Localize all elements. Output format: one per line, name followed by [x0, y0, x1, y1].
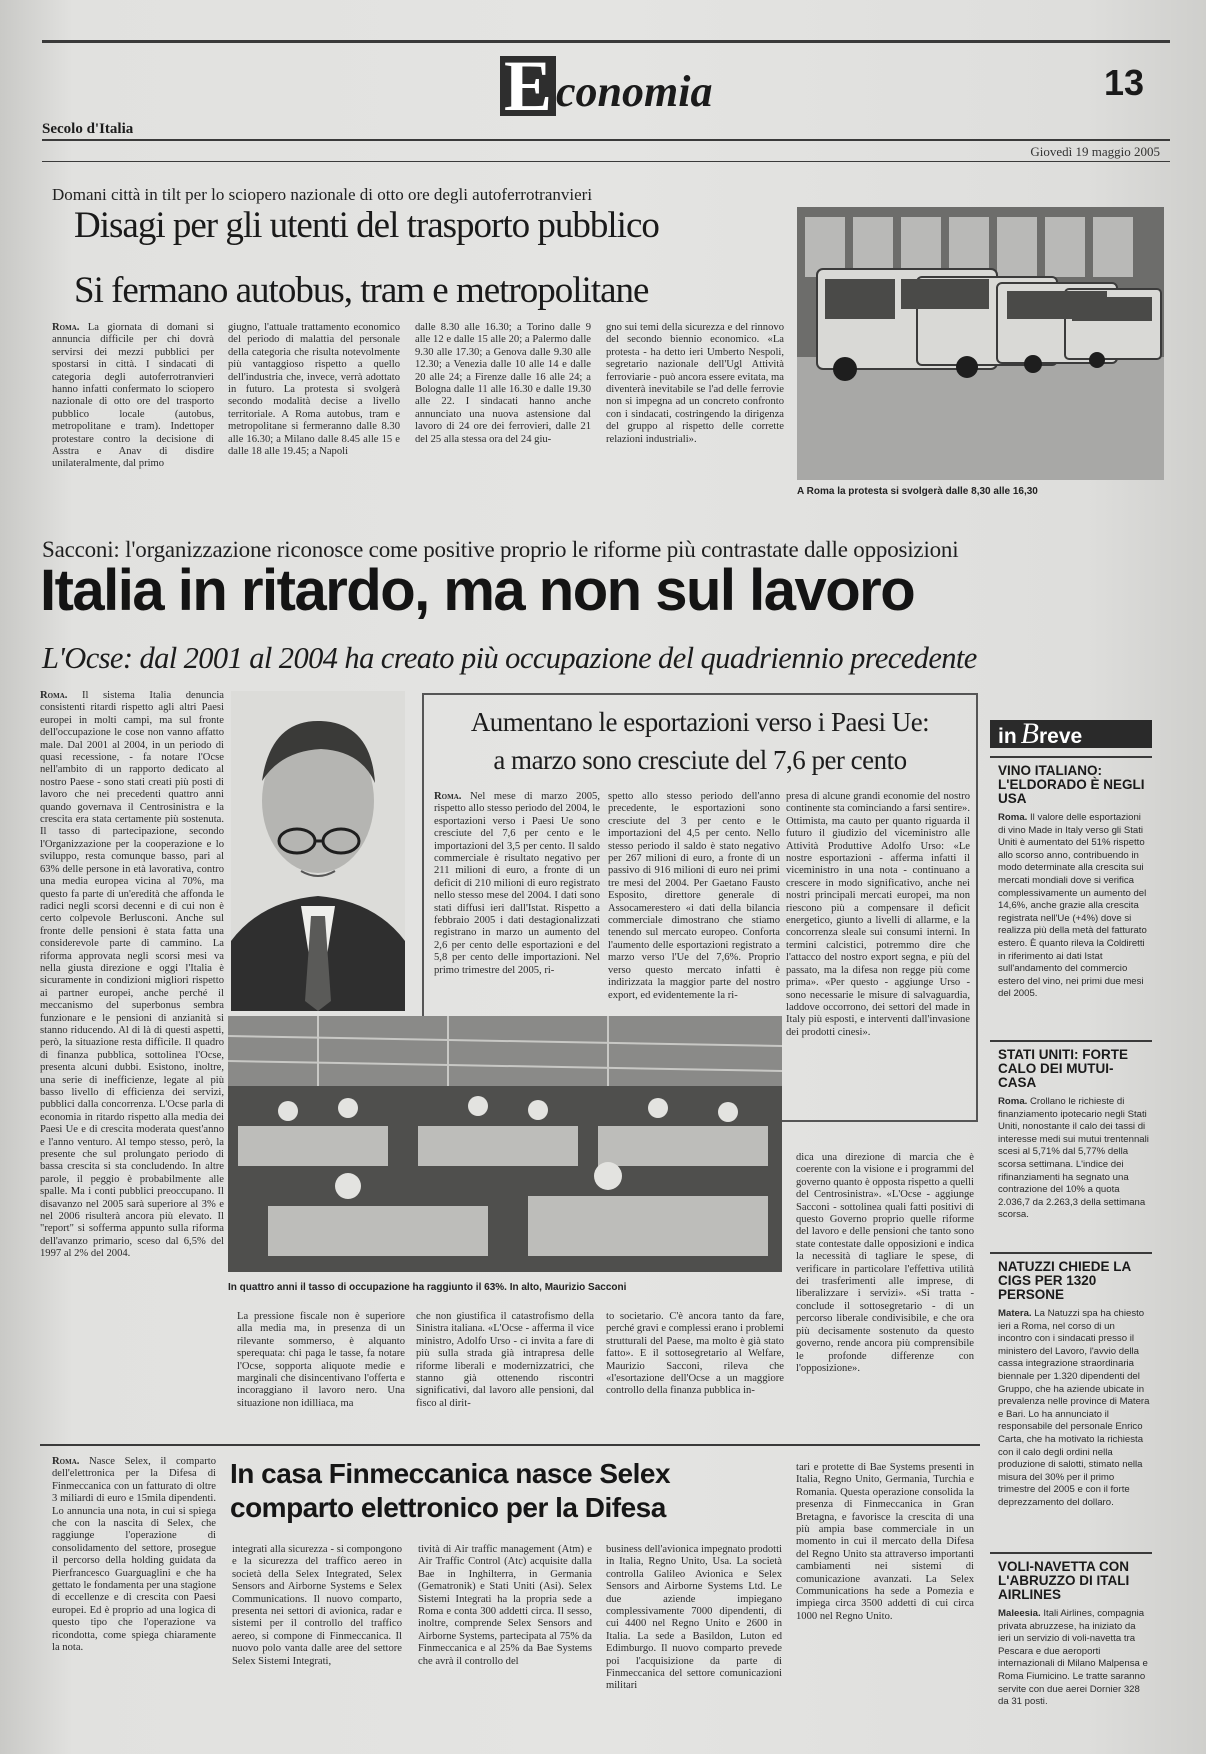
selex-col-2 — [418, 1544, 592, 1734]
transport-col-3 — [415, 322, 591, 490]
sacconi-col-b1 — [237, 1311, 405, 1419]
in-breve-logo-in: in — [998, 725, 1017, 748]
selex-headline-2: comparto elettronico per la Difesa — [230, 1492, 666, 1523]
selex-text-3: business dell'avionica impegnato prodotti in Italia, Regno Unito, Usa. La società controlla Galileo Avionica e Selex Sensors and Airborne Systems Ltd. Le due aziende impiegano complessivamente 7000 dipendenti, di cui 4400 nel Regno Unito e 2600 in Italia. La sede a Basildon, Luton ed Edimburgo. Il nuovo comparto prevede poi l'acquisizione da parte di Finmeccanica del settore comunicazioni militari — [606, 1544, 782, 1692]
page-number: 13 — [1104, 62, 1145, 103]
brief-text-4: Itali Airlines, compagnia privata abruzzese, ha iniziato da ieri un servizio di voli-navetta tra Pescara e due aeroporti internazionali di Milano Malpensa e Roma Fiumicino. Le tratte saranno servite con due aerei Dornier 328 da 31 posti. — [998, 1608, 1148, 1708]
bus-photo-caption: A Roma la protesta si svolgerà dalle 8,30 alle 16,30 — [797, 486, 1038, 497]
selex-col-4 — [796, 1462, 974, 1734]
sacconi-text-b2: che non giustifica il catastrofismo della Sinistra italiana. «L'Ocse - afferma il vice ministro, Adolfo Urso - ci invita a fare di più sulla strada già intrapresa delle riforme liberali e modernizzatrici, che stanno già ottenendo riscontri significativi, dal lavoro alle pensioni, dal fisco al dirit- — [416, 1311, 594, 1409]
sacconi-col-b4 — [796, 1152, 974, 1420]
brief-item-2 — [998, 1048, 1150, 1222]
export-headline-2: a marzo sono cresciute del 7,6 per cento — [493, 745, 907, 775]
selex-text-4: tari e protette di Bae Systems presenti in Italia, Regno Unito, Germania, Turchia e Romania. Questa operazione consolida la presenza di Finmeccanica in Gran Bretagna, e favorisce la crescita di una più ampia base commerciale in un momento in cui il mercato della Difesa del Regno Unito sta attraverso importanti cambiamenti nei sistemi di comunicazione avanzati. La Selex Communications ha sede a Pomezia e impiega circa 3500 addetti di cui circa 1000 nel Regno Unito. — [796, 1462, 974, 1622]
sacconi-portrait-photo — [231, 691, 405, 1011]
brief-item-3 — [998, 1260, 1150, 1510]
masthead-rule — [42, 139, 1170, 141]
brief-body-2 — [998, 1096, 1150, 1222]
in-breve-logo-rest: reve — [1039, 725, 1083, 748]
export-col-3 — [786, 791, 970, 1113]
selex-text-left: Nasce Selex, il comparto dell'elettronica per la Difesa di Finmeccanica con un fatturato di oltre 3 miliardi di euro e 15mila dipendenti. Lo annuncia una nota, in cui si spiega che con la nascita di Selex, che raggiunge l'operazione di consolidamento del settore, prosegue il percorso della holding guidata da Pierfrancesco Guarguaglini e che ha gettato le fondamenta per una stagione di eccellenze e di crescita con Paesi europei. Ed è proprio ad una logica di questo tipo che l'operazione va ricondotta, come spiega chiaramente la nota. — [52, 1456, 216, 1654]
selex-text-1: integrati alla sicurezza - si compongono e la sicurezza del traffico aereo in società della Selex Integrated, Selex Sensors and Airborne Systems e Selex Communications. Il nuovo comparto, presenta nei settori di avionica, radar e sistemi per il controllo del traffico aereo, si compone di Finmeccanica. Il nuovo polo vanta dalle aree del settore Selex Sistemi Integrati, — [232, 1544, 402, 1667]
export-col-1 — [434, 791, 600, 1011]
transport-headline-1: Disagi per gli utenti del trasporto pubblico — [74, 205, 659, 246]
transport-text-2: giugno, l'attuale trattamento economico del periodo di malattia del personale della categoria che risulta notevolmente più vantaggioso rispetto a quello dell'industria che, invece, verrà adottato in futuro. La protesta si svolgerà secondo modalità decise a livello territoriale. A Roma autobus, tram e metropolitane si fermeranno dalle 8.30 alle 16.30; a Milano dalle 8.45 alle 15 e dalle 18 alle 19.45; a Napoli — [228, 322, 400, 458]
selex-lead: Roma. — [52, 1456, 80, 1467]
sacconi-col-left — [40, 690, 224, 1415]
transport-text-3: dalle 8.30 alle 16.30; a Torino dalle 9 alle 12 e dalle 15 alle 20; a Palermo dalle 9.30 alle 17.30; a Genova dalle 9.30 alle 12.30; a Venezia dalle 10 alle 14 e dalle 20 alle 24; a Firenze dalle 16 alle 24; a Bologna dalle 11 alle 16.30 e dalle 19.30 alle 22. I sindacati hanno anche annunciato una nuova astensione dal lavoro di 24 ore dei ferrovieri, dalle 21 del 25 alla stessa ora del 24 giu- — [415, 322, 591, 445]
transport-col-2 — [228, 322, 400, 490]
sacconi-headline: Italia in ritardo, ma non sul lavoro — [40, 558, 915, 623]
brief-body-3 — [998, 1308, 1150, 1510]
brief-rule-1 — [990, 756, 1152, 758]
brief-item-1 — [998, 764, 1150, 1001]
transport-headline-2: Si fermano autobus, tram e metropolitane — [74, 270, 649, 311]
brief-rule-2 — [990, 1040, 1152, 1042]
factory-workers-photo — [228, 1016, 782, 1272]
export-text-1: Nel mese di marzo 2005, rispetto allo stesso periodo del 2004, le esportazioni verso i Paesi Ue sono cresciute del 7,6 per cento e le importazioni del 3,5 per cento. Il saldo commerciale è risultato negativo per 211 milioni di euro, a fronte di un deficit di 210 milioni di euro registrato nello stesso mese del 2004. I dati sono stati diffusi ieri dall'Istat. Rispetto a febbraio 2005 i dati destagionalizzati registrano in marzo un aumento del 2,6 per cento delle esportazioni e del 5,8 per cento delle importazioni. Nel primo trimestre del 2005, ri- — [434, 791, 600, 976]
sacconi-subhead: L'Ocse: dal 2001 al 2004 ha creato più occupazione del quadriennio precedente — [42, 641, 977, 675]
export-lead: Roma. — [434, 791, 462, 802]
brief-rule-3 — [990, 1252, 1152, 1254]
sacconi-col-b3 — [606, 1311, 784, 1419]
section-initial: E — [500, 56, 556, 116]
brief-text-2: Crollano le richieste di finanziamento ipotecario negli Stati Uniti, nonostante il calo dei tassi di interesse medi sui mutui trentennali scesi al 5,71% dal 5,77% della scorsa settimana. L'indice dei rifinanziamenti ha segnato una contrazione del 10% a quota 2.036,7 da 2.263,3 della settimana scorsa. — [998, 1096, 1149, 1221]
brief-text-3: La Natuzzi spa ha chiesto ieri a Roma, nel corso di un incontro con i sindacati presso il ministero del Lavoro, l'avvio della cassa integrazione straordinaria biennale per 1.320 dipendenti del Gruppo, che ha aziende ubicate in prevalenza nelle province di Matera e Bari. Lo ha annunciato il responsabile del personale Enrico Carta, che ha motivato la richiesta con il calo degli ordini nella produzione di salotti, stimato nella misura del 30% per il primo trimestre del 2005 e con il forte deprezzamento del dollaro. — [998, 1308, 1150, 1508]
issue-date: Giovedì 19 maggio 2005 — [1030, 144, 1160, 159]
portrait-illustration — [231, 691, 405, 1011]
sacconi-col-b2 — [416, 1311, 594, 1419]
transport-kicker: Domani città in tilt per lo sciopero nazionale di otto ore degli autoferrotranvieri — [52, 185, 593, 204]
selex-text-2: tività di Air traffic management (Atm) e Air Traffic Control (Atc) acquisite dalla Bae in Inghilterra, in Germania (Gematronik) e Stati Uniti (Asi). Selex Sistemi Integrati ha la propria sede a Roma e conta 300 addetti circa. Il sesso, inoltre, comprende Selex Sensors and Airborne Systems, partecipata al 75% da Finmeccanica e al 25% da Bae Systems che avrà il controllo del — [418, 1544, 592, 1667]
transport-text-1: La giornata di domani si annuncia difficile per chi dovrà servirsi dei mezzi pubblici per spostarsi in città. I sindacati di categoria degli autoferrotranvieri hanno infatti confermato lo sciopero nazionale di otto ore del trasporto pubblico locale (autobus, metropolitane e tram). Indettoper protestare contro la decisione di Asstra e Anav di disdire unilateralmente, dal primo — [52, 322, 214, 470]
transport-col-1 — [52, 322, 214, 490]
selex-col-3 — [606, 1544, 782, 1734]
sacconi-text-b1: La pressione fiscale non è superiore alla media ma, in presenza di un rilevante sommerso, è alquanto sperequata: chi paga le tasse, fa notare l'Ocse, sopporta aliquote medie e marginali che disincentivano l'offerta e incoraggiano il lavoro nero. Una situazione non idilliaca, ma — [237, 1311, 405, 1409]
in-breve-logo — [990, 717, 1152, 750]
brief-body-4 — [998, 1608, 1150, 1709]
brief-title-4: VOLI-NAVETTA CON L'ABRUZZO DI ITALI AIRLINES — [998, 1559, 1130, 1602]
top-rule — [42, 40, 1170, 43]
sacconi-kicker: Sacconi: l'organizzazione riconosce come positive proprio le riforme più contrastate dalle opposizioni — [42, 537, 959, 562]
export-col-2 — [608, 791, 780, 1011]
export-text-3: presa di alcune grandi economie del nostro continente sta cominciando a farsi sentire». Ottimista, ma cauto per quanto riguarda il futuro il giudizio del viceministro alle Attività Produttive Adolfo Urso: «Le nostre esportazioni - afferma infatti il viceministro in una nota - continuano a crescere in modo significativo, anche nei nostri principali mercati europei, ma non riescono più a compensare il deficit energetico, giunto a livelli di allarme, e la concorrenza sleale sui consumi interni. In termini calcistici, potremmo dire che l'attacco del nostro export segna, e più del passato, ma la difesa non regge più come prima». «Per questo - aggiunge Urso - sono necessarie le misure di salvaguardia, laddove occorrono, dei settori del made in Italy più esposti, e interventi dall'invasione dei prodotti cinesi». — [786, 791, 970, 1038]
sacconi-text-left: Il sistema Italia denuncia consistenti ritardi rispetto agli altri Paesi europei in molti campi, ma sul fronte dell'occupazione le cose non vanno affatto male. Dal 2001 al 2004, in un periodo di quasi recessione, - fa notare l'Ocse nell'ambito di un rapporto dedicato al nostro Paese - sono stati creati più posti di lavoro che nei precedenti quattro anni quando governava il Centrosinistra e la crescita era stata certamente più sostenuta. Il tasso di partecipazione, secondo l'Organizzazione per la cooperazione e lo sviluppo, resta comunque basso, pari al 63% delle persone in età lavorativa, contro una media europea vicina al 70%, ma questo fa parte di un'eredità che affonda le radici negli scorsi decenni e di cui non è certo colpevole Berlusconi. Anche sul fronte delle pensioni è stata fatta una considerevole parte di cammino. La riforma approvata negli scorsi mesi va nella giusta direzione e oggi l'Italia è sicuramente in condizioni migliori rispetto ai partner europei, anche perché il meccanismo del superbonus sembra funzionare e le pensioni di anzianità si stanno riducendo. Al di là di questi aspetti, però, la situazione resta difficile. Il quadro di finanza pubblica, sottolinea l'Ocse, presenta alcuni dubbi. Esistono, inoltre, una serie di inefficienze, legate al più basso livello di efficienza dei servizi, pubblici dalla concorrenza. L'Ocse parla di economia in ritardo rispetto alla media dei Paesi Ue e di crescita moderata quest'anno e l'anno venturo. Al tempo stesso, però, la presente che sul prolungato periodo di bassa crescita si sta concludendo. In altre parole, il peggio è probabilmente alle spalle. Ma i conti pubblici preoccupano. Il disavanzo nel 2005 sarà superiore al 3% e nel 2006 risulterà ancora più elevato. Il "report" si sofferma appunto sulla riforma dell'avanzo primario, sceso dal 6,5% del 1997 al 2% del 2004. — [40, 690, 224, 1260]
brief-text-1: Il valore delle esportazioni di vino Made in Italy verso gli Stati Uniti è aumentato del 51% rispetto allo scorso anno, contribuendo in modo determinate alla crescita sui mercati mondiali dove si verifica complessivamente un aumento del 14,6%, anche grazie alla crescita registrata nell'Ue (+4%) dove si realizza più della metà del fatturato estero. È quanto rileva la Coldiretti in riferimento ai dati Istat sull'andamento del commercio estero del vino, nei primi due mesi del 2005. — [998, 812, 1147, 1000]
transport-lead: Roma. — [52, 322, 80, 333]
paper-name: Secolo d'Italia — [42, 121, 134, 137]
sacconi-lead: Roma. — [40, 690, 68, 701]
export-text-2: spetto allo stesso periodo dell'anno precedente, le esportazioni sono cresciute del 3 per cento e le importazioni del 4,5 per cento. Nello stesso periodo il saldo è stato negativo per 267 milioni di euro, a fronte di un passivo di 916 milioni di euro nei primi tre mesi del 2004. Per Gaetano Fausto Esposito, direttore generale di Assocamerestero «i dati della bilancia commerciale dimostrano che stiamo tenendo sul mercato europeo. Conforta l'aumento delle esportazioni registrato a marzo verso l'Ue del 7,6%. Proprio verso questo mercato infatti è indirizzata la maggior parte del nostro export, ed evidentemente la ri- — [608, 791, 780, 1001]
brief-item-4 — [998, 1560, 1150, 1709]
bus-depot-photo — [797, 207, 1164, 480]
brief-lead-3: Matera. — [998, 1308, 1032, 1319]
brief-lead-1: Roma. — [998, 812, 1028, 823]
section-name: conomia — [556, 67, 713, 116]
factory-photo-caption: In quattro anni il tasso di occupazione ha raggiunto il 63%. In alto, Maurizio Sacconi — [228, 1282, 627, 1293]
brief-lead-2: Roma. — [998, 1096, 1028, 1107]
transport-col-4 — [606, 322, 784, 490]
selex-headline-1: In casa Finmeccanica nasce Selex — [230, 1458, 671, 1489]
bus-depot-illustration — [797, 207, 1164, 480]
in-breve-logo-b: B — [1020, 717, 1039, 750]
selex-col-left — [52, 1456, 216, 1734]
section-title — [500, 46, 713, 126]
brief-rule-4 — [990, 1552, 1152, 1554]
selex-top-rule — [40, 1444, 980, 1446]
export-headline-1: Aumentano le esportazioni verso i Paesi Ue: — [470, 707, 930, 737]
brief-title-2: STATI UNITI: FORTE CALO DEI MUTUI-CASA — [998, 1047, 1128, 1090]
brief-lead-4: Maleesia. — [998, 1608, 1041, 1619]
selex-col-1 — [232, 1544, 402, 1734]
sacconi-text-b4: dica una direzione di marcia che è coerente con la visione e i programmi del governo quanto è opposta rispetto a quelli del Centrosinistra». «L'Ocse - aggiunge Sacconi - sottolinea quali fatti positivi di questo Governo proprio quelle riforme del lavoro e delle pensioni che tanto sono state contestate dalle opposizioni e indica la necessità di tagliare le spese, di verificare in particolare l'effettiva utilità dei trasferimenti alle imprese, di liberalizzare i servizi». «Si tratta - conclude il sottosegretario - di un percorso liberale condivisibile, e che ora più decisamente sostenuto da questo governo, rende ancora più comprensibile le profonde differenze con l'opposizione». — [796, 1152, 974, 1374]
brief-title-1: VINO ITALIANO: L'ELDORADO È NEGLI USA — [998, 763, 1145, 806]
transport-text-4: gno sui temi della sicurezza e del rinnovo del secondo biennio economico. «La protesta - ha detto ieri Umberto Nespoli, segretario nazionale dell'Ugl Attività ferroviarie - può ancora essere evitata, ma diventerà inevitabile se l'ad delle ferrovie non si impegna ad un concreto confronto con i sindacati, costringendo la dirigenza del gruppo al rispetto delle corrette relazioni industriali». — [606, 322, 784, 445]
date-rule — [42, 161, 1170, 162]
sacconi-text-b3: to societario. C'è ancora tanto da fare, perché gravi e complessi erano i problemi strutturali del Paese, ma molto è già stato fatto». E il sottosegretario al Welfare, Maurizio Sacconi, rileva che «l'esortazione dell'Ocse a un maggiore controllo della finanza pubblica in- — [606, 1311, 784, 1397]
brief-body-1 — [998, 812, 1150, 1001]
brief-title-3: NATUZZI CHIEDE LA CIGS PER 1320 PERSONE — [998, 1259, 1131, 1302]
factory-illustration — [228, 1016, 782, 1272]
